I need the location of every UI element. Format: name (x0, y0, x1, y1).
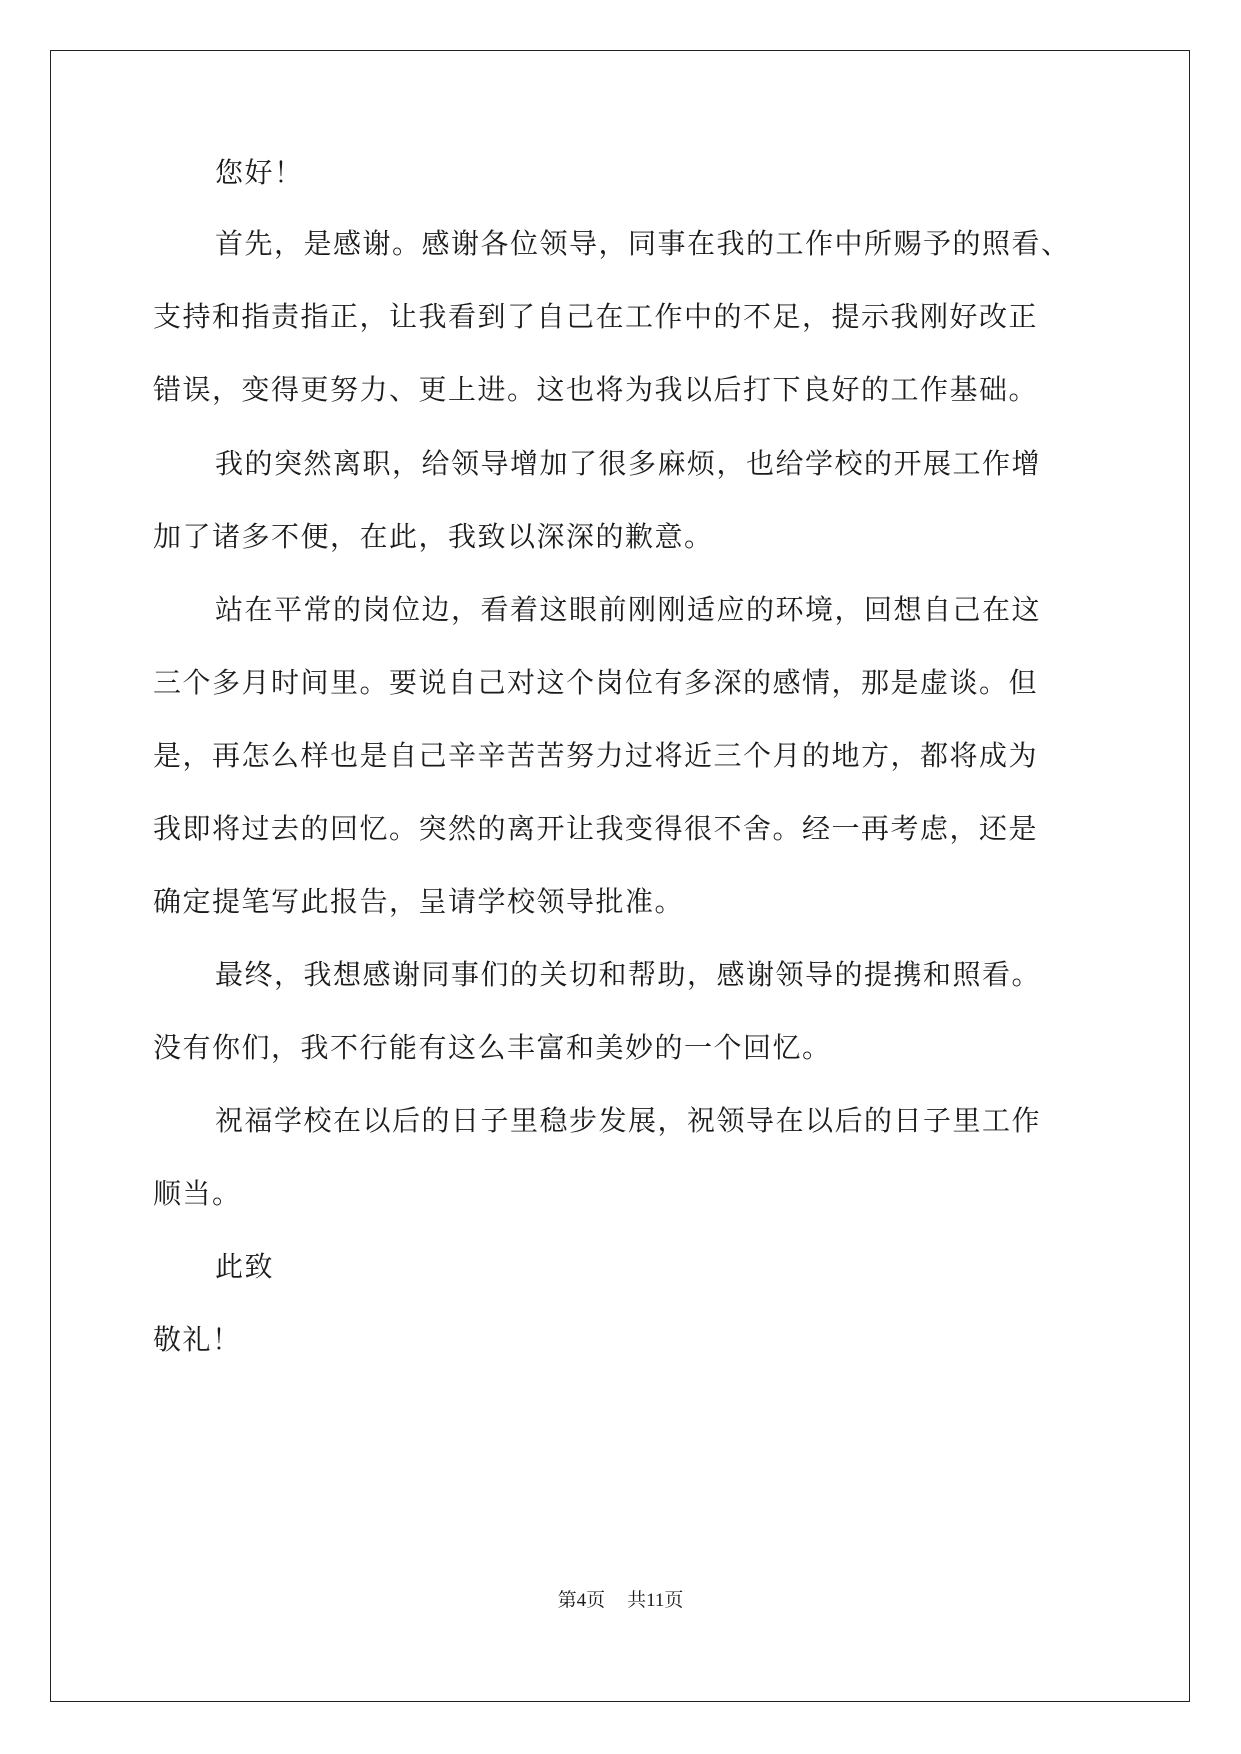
paragraph-line: 支持和指责指正，让我看到了自己在工作中的不足，提示我刚好改正 (153, 300, 1039, 333)
salutation: 敬礼！ (153, 1323, 242, 1356)
paragraph-line: 顺当。 (153, 1177, 242, 1210)
closing: 此致 (215, 1250, 275, 1283)
paragraph-line: 站在平常的岗位边，看着这眼前刚刚适应的环境，回想自己在这 (215, 593, 1042, 626)
paragraph-line: 错误，变得更努力、更上进。这也将为我以后打下良好的工作基础。 (153, 373, 1039, 406)
paragraph-line: 没有你们，我不行能有这么丰富和美妙的一个回忆。 (153, 1031, 832, 1064)
paragraph-line: 我的突然离职，给领导增加了很多麻烦，也给学校的开展工作增 (215, 447, 1042, 480)
paragraph-line: 我即将过去的回忆。突然的离开让我变得很不舍。经一再考虑，还是 (153, 812, 1039, 845)
total-pages: 共11页 (627, 1590, 684, 1611)
paragraph-line: 三个多月时间里。要说自己对这个岗位有多深的感情，那是虚谈。但 (153, 666, 1039, 699)
paragraph-line: 最终，我想感谢同事们的关切和帮助，感谢领导的提携和照看。 (215, 958, 1042, 991)
current-page-number: 第4页 (557, 1590, 606, 1611)
paragraph-line: 加了诸多不便，在此，我致以深深的歉意。 (153, 520, 714, 553)
paragraph-line: 确定提笔写此报告，呈请学校领导批准。 (153, 885, 685, 918)
paragraph-line: 是，再怎么样也是自己辛辛苦苦努力过将近三个月的地方，都将成为 (153, 739, 1039, 772)
page-footer (0, 1585, 1241, 1612)
paragraph-line: 首先，是感谢。感谢各位领导，同事在我的工作中所赐予的照看、 (215, 227, 1071, 260)
paragraph-line: 祝福学校在以后的日子里稳步发展，祝领导在以后的日子里工作 (215, 1104, 1042, 1137)
greeting: 您好！ (215, 156, 304, 189)
